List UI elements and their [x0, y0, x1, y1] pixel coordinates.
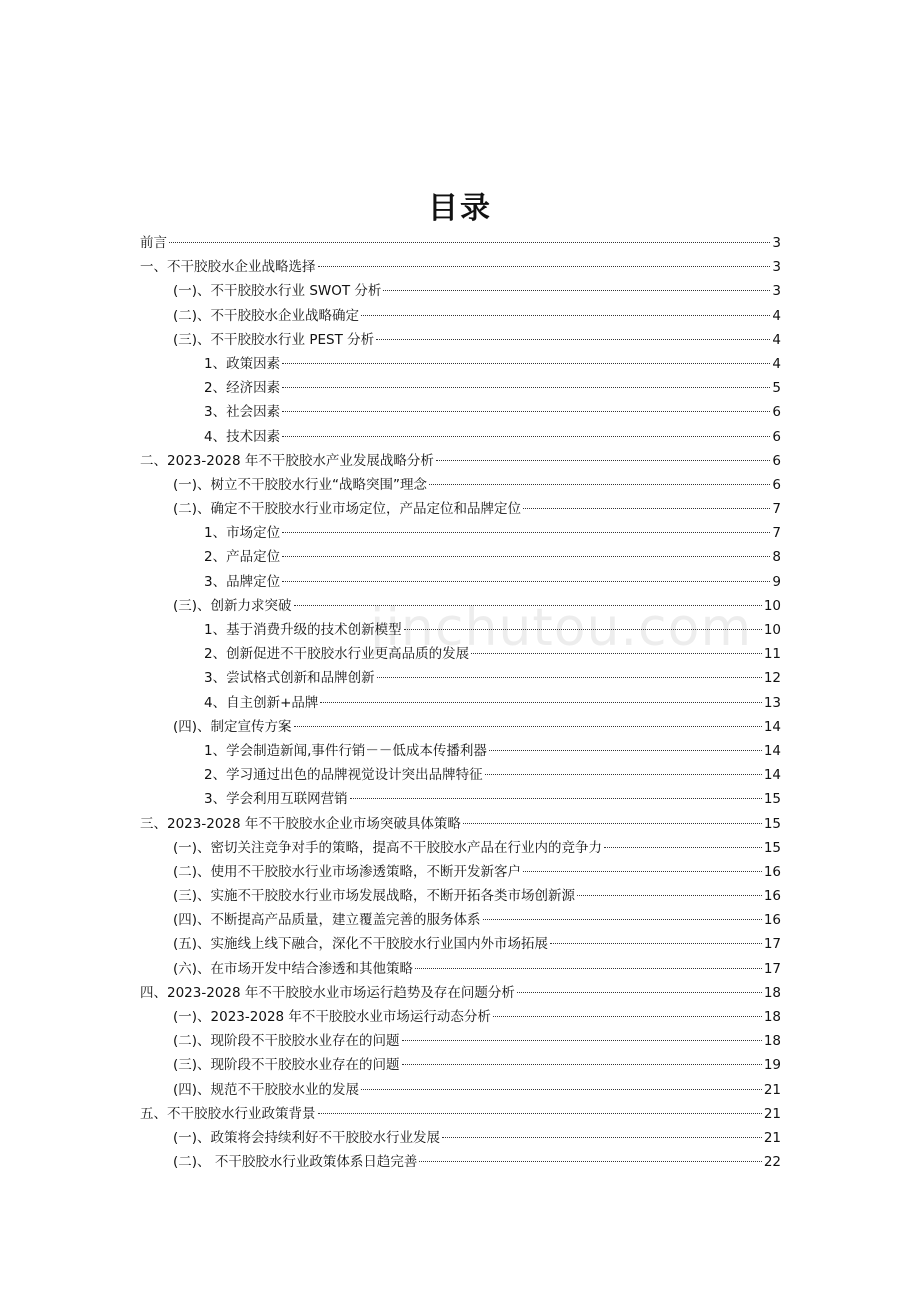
toc-entry-title: (三)、现阶段不干胶胶水业存在的问题: [173, 1057, 400, 1074]
toc-entry-title: (二)、现阶段不干胶胶水业存在的问题: [173, 1033, 400, 1050]
toc-entry-page-number: 9: [772, 573, 781, 590]
toc-entry[interactable]: [140, 400, 781, 424]
toc-entry-page-number: 6: [772, 428, 781, 445]
toc-entry-title: (三)、不干胶胶水行业 PEST 分析: [173, 331, 375, 348]
toc-entry-title: (二)、确定不干胶胶水行业市场定位，产品定位和品牌定位: [173, 501, 522, 518]
toc-entry-title: 前言: [140, 235, 167, 251]
toc-entry-page-number: 3: [772, 235, 781, 251]
toc-entry-title: (一)、密切关注竞争对手的策略，提高不干胶胶水产品在行业内的竞争力: [173, 839, 603, 856]
toc-dot-leader: [350, 798, 762, 799]
toc-entry[interactable]: [140, 1078, 781, 1102]
toc-entry-page-number: 5: [772, 380, 781, 397]
toc-entry[interactable]: [140, 1005, 781, 1029]
toc-entry-page-number: 15: [763, 839, 781, 856]
toc-entry-page-number: 14: [763, 742, 781, 759]
toc-entry-title: (二)、使用不干胶胶水行业市场渗透策略，不断开发新客户: [173, 863, 522, 880]
toc-entry[interactable]: [140, 932, 781, 956]
toc-entry[interactable]: [140, 860, 781, 884]
toc-entry-title: (一)、政策将会持续利好不干胶胶水行业发展: [173, 1129, 441, 1146]
toc-entry[interactable]: [140, 255, 781, 279]
toc-dot-leader: [429, 484, 770, 485]
toc-dot-leader: [361, 315, 770, 316]
toc-entry[interactable]: [140, 908, 781, 932]
toc-entry[interactable]: [140, 1053, 781, 1077]
toc-entry-page-number: 14: [763, 767, 781, 784]
toc-dot-leader: [282, 436, 770, 437]
toc-dot-leader: [294, 605, 762, 606]
toc-entry-page-number: 7: [772, 501, 781, 518]
toc-entry[interactable]: [140, 425, 781, 449]
toc-entry-page-number: 3: [772, 283, 781, 300]
toc-entry[interactable]: [140, 570, 781, 594]
toc-dot-leader: [550, 943, 762, 944]
toc-entry-title: 四、2023-2028 年不干胶胶水业市场运行趋势及存在问题分析: [140, 984, 515, 1001]
toc-entry-page-number: 8: [772, 549, 781, 566]
toc-entry-title: 三、2023-2028 年不干胶胶水企业市场突破具体策略: [140, 815, 461, 832]
toc-entry[interactable]: [140, 1102, 781, 1126]
toc-dot-leader: [419, 1161, 761, 1162]
toc-entry-page-number: 18: [763, 1009, 781, 1025]
toc-entry-title: (四)、不断提高产品质量，建立覆盖完善的服务体系: [173, 912, 481, 929]
toc-entry[interactable]: [140, 1029, 781, 1053]
toc-entry-page-number: 11: [763, 646, 781, 663]
toc-entry-page-number: 12: [763, 670, 781, 687]
toc-dot-leader: [376, 339, 770, 340]
toc-entry-page-number: 21: [763, 1081, 781, 1098]
toc-dot-leader: [318, 266, 771, 267]
toc-entry-title: (四)、制定宣传方案: [173, 718, 292, 735]
toc-entry-title: (六)、在市场开发中结合渗透和其他策略: [173, 960, 414, 977]
toc-entry[interactable]: [140, 352, 781, 376]
toc-entry-page-number: 4: [772, 307, 781, 324]
toc-entry-title: (二)、 不干胶胶水行业政策体系日趋完善: [173, 1154, 418, 1171]
toc-dot-leader: [169, 242, 770, 243]
toc-dot-leader: [442, 1137, 762, 1138]
toc-dot-leader: [383, 290, 770, 291]
toc-entry-page-number: 15: [763, 791, 781, 808]
toc-entry-page-number: 17: [763, 960, 781, 977]
toc-entry-title: 2、经济因素: [204, 380, 281, 397]
toc-dot-leader: [489, 750, 762, 751]
toc-entry-title: (三)、实施不干胶胶水行业市场发展战略，不断开拓各类市场创新源: [173, 888, 576, 905]
toc-entry[interactable]: [140, 304, 781, 328]
toc-entry-title: 1、基于消费升级的技术创新模型: [204, 622, 402, 638]
toc-entry[interactable]: [140, 957, 781, 981]
toc-dot-leader: [282, 556, 770, 557]
page-title: 目录: [428, 191, 492, 226]
toc-entry-page-number: 13: [763, 694, 781, 711]
toc-entry-title: (三)、创新力求突破: [173, 597, 292, 614]
toc-entry[interactable]: [140, 497, 781, 521]
toc-entry[interactable]: [140, 521, 781, 545]
toc-dot-leader: [282, 411, 770, 412]
toc-entry-page-number: 15: [763, 815, 781, 832]
toc-entry-page-number: 6: [772, 476, 781, 493]
toc-dot-leader: [402, 1064, 762, 1065]
table-of-contents: [140, 231, 781, 1174]
toc-dot-leader: [471, 653, 762, 654]
watermark: jinchutou.com: [370, 598, 753, 658]
toc-entry-page-number: 22: [763, 1154, 781, 1171]
toc-entry-title: (四)、规范不干胶胶水业的发展: [173, 1081, 360, 1098]
toc-dot-leader: [377, 677, 762, 678]
toc-entry-title: 3、社会因素: [204, 404, 281, 421]
toc-entry-title: 1、政策因素: [204, 355, 281, 372]
toc-entry-title: (一)、不干胶胶水行业 SWOT 分析: [173, 283, 382, 300]
toc-entry[interactable]: [140, 328, 781, 352]
toc-entry-title: 4、自主创新+品牌: [204, 694, 319, 711]
toc-entry[interactable]: [140, 981, 781, 1005]
toc-entry[interactable]: [140, 787, 781, 811]
toc-dot-leader: [523, 871, 762, 872]
toc-entry-page-number: 16: [763, 912, 781, 929]
toc-entry[interactable]: [140, 739, 781, 763]
toc-entry-page-number: 21: [763, 1105, 781, 1122]
toc-entry-page-number: 19: [763, 1057, 781, 1074]
toc-dot-leader: [402, 1040, 762, 1041]
toc-dot-leader: [282, 532, 770, 533]
toc-entry[interactable]: [140, 884, 781, 908]
toc-dot-leader: [517, 992, 762, 993]
toc-entry[interactable]: [140, 763, 781, 787]
toc-entry-title: 一、不干胶胶水企业战略选择: [140, 259, 316, 276]
toc-dot-leader: [523, 508, 770, 509]
toc-entry-page-number: 17: [763, 936, 781, 953]
toc-entry-title: 五、不干胶胶水行业政策背景: [140, 1105, 316, 1122]
toc-entry[interactable]: [140, 279, 781, 303]
toc-entry-title: 2、创新促进不干胶胶水行业更高品质的发展: [204, 646, 470, 663]
toc-entry-page-number: 10: [763, 597, 781, 614]
toc-entry-page-number: 4: [772, 355, 781, 372]
toc-entry[interactable]: [140, 812, 781, 836]
toc-dot-leader: [493, 1016, 762, 1017]
toc-entry-title: 3、尝试格式创新和品牌创新: [204, 670, 375, 687]
toc-entry-page-number: 16: [763, 888, 781, 905]
toc-entry[interactable]: [140, 691, 781, 715]
toc-dot-leader: [485, 774, 762, 775]
toc-entry-title: 2、学习通过出色的品牌视觉设计突出品牌特征: [204, 767, 483, 784]
toc-entry-page-number: 14: [763, 718, 781, 735]
toc-entry[interactable]: [140, 836, 781, 860]
toc-entry[interactable]: [140, 618, 781, 642]
toc-entry-title: (一)、2023-2028 年不干胶胶水业市场运行动态分析: [173, 1009, 491, 1025]
toc-entry-title: (五)、实施线上线下融合，深化不干胶胶水行业国内外市场拓展: [173, 936, 549, 953]
toc-dot-leader: [294, 726, 762, 727]
toc-dot-leader: [463, 823, 762, 824]
toc-dot-leader: [320, 702, 761, 703]
toc-entry[interactable]: [140, 545, 781, 569]
toc-entry-title: 1、学会制造新闻,事件行销－－低成本传播利器: [204, 742, 487, 759]
toc-entry-page-number: 21: [763, 1129, 781, 1146]
toc-entry-page-number: 7: [772, 525, 781, 542]
toc-dot-leader: [282, 363, 770, 364]
toc-dot-leader: [483, 919, 762, 920]
toc-dot-leader: [282, 581, 770, 582]
toc-entry-page-number: 18: [763, 1033, 781, 1050]
toc-dot-leader: [361, 1089, 762, 1090]
toc-dot-leader: [577, 895, 762, 896]
toc-entry[interactable]: [140, 449, 781, 473]
toc-entry-page-number: 18: [763, 984, 781, 1001]
toc-entry-page-number: 16: [763, 863, 781, 880]
toc-entry-title: (二)、不干胶胶水企业战略确定: [173, 307, 360, 324]
toc-dot-leader: [282, 387, 770, 388]
toc-entry[interactable]: [140, 473, 781, 497]
toc-entry-title: 3、学会利用互联网营销: [204, 791, 348, 808]
toc-entry[interactable]: [140, 1150, 781, 1174]
toc-entry-title: 二、2023-2028 年不干胶胶水产业发展战略分析: [140, 452, 434, 469]
toc-entry[interactable]: [140, 715, 781, 739]
toc-dot-leader: [318, 1113, 762, 1114]
toc-entry-title: 1、市场定位: [204, 525, 281, 542]
toc-dot-leader: [604, 847, 762, 848]
toc-entry-title: 4、技术因素: [204, 428, 281, 445]
toc-entry-title: 2、产品定位: [204, 549, 281, 566]
toc-dot-leader: [404, 629, 762, 630]
toc-entry[interactable]: [140, 642, 781, 666]
toc-entry-page-number: 6: [772, 452, 781, 469]
toc-entry-page-number: 10: [763, 622, 781, 638]
toc-entry-title: 3、品牌定位: [204, 573, 281, 590]
toc-dot-leader: [415, 968, 762, 969]
toc-entry-page-number: 3: [772, 259, 781, 276]
toc-entry[interactable]: [140, 666, 781, 690]
toc-entry[interactable]: [140, 376, 781, 400]
toc-dot-leader: [436, 460, 771, 461]
toc-entry[interactable]: [140, 594, 781, 618]
toc-entry-title: (一)、树立不干胶胶水行业“战略突围”理念: [173, 476, 428, 493]
toc-entry-page-number: 6: [772, 404, 781, 421]
toc-entry-page-number: 4: [772, 331, 781, 348]
toc-entry[interactable]: [140, 231, 781, 255]
toc-entry[interactable]: [140, 1126, 781, 1150]
